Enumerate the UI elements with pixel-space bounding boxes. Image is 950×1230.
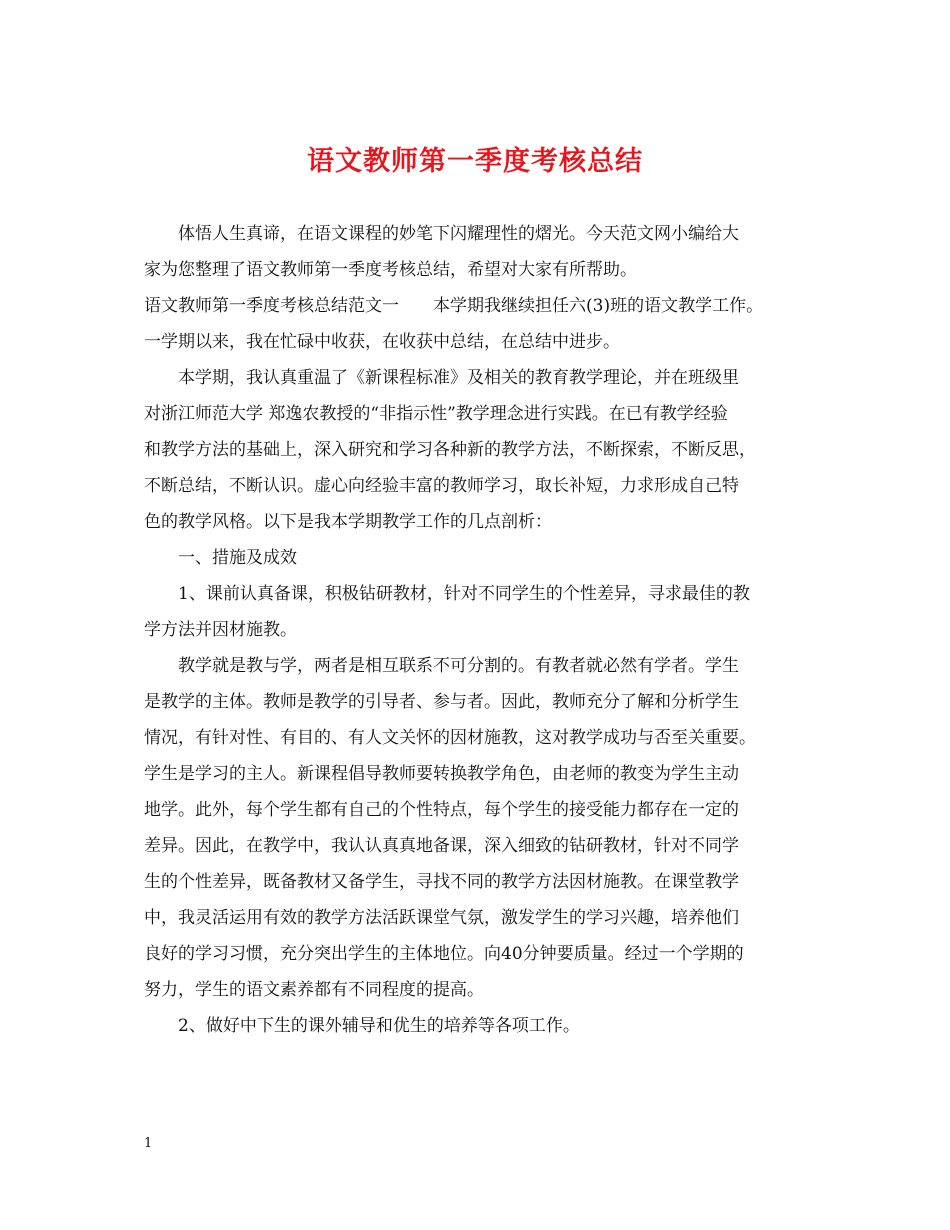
text-line: 1、课前认真备课，积极钻研教材，针对不同学生的个性差异，寻求最佳的教 (144, 584, 750, 604)
text-line: 一学期以来，我在忙碌中收获，在收获中总结，在总结中进步。 (144, 332, 620, 352)
text-line: 本学期，我认真重温了《新课程标准》及相关的教育教学理论，并在班级里 (144, 368, 739, 388)
text-line: 和教学方法的基础上，深入研究和学习各种新的教学方法，不断探索，不断反思， (144, 440, 756, 460)
text-line: 良好的学习习惯，充分突出学生的主体地位。向40分钟要质量。经过一个学期的 (144, 944, 744, 964)
text-line: 情况，有针对性、有目的、有人文关怀的因材施教，这对教学成功与否至关重要。 (144, 728, 756, 748)
text-line: 中，我灵活运用有效的教学方法活跃课堂气氛，激发学生的学习兴趣，培养他们 (144, 908, 739, 928)
text-line: 地学。此外，每个学生都有自己的个性特点，每个学生的接受能力都存在一定的 (144, 800, 739, 820)
text-line: 体悟人生真谛，在语文课程的妙笔下闪耀理性的熠光。今天范文网小编给大 (144, 224, 739, 244)
text-line: 家为您整理了语文教师第一季度考核总结，希望对大家有所帮助。 (144, 260, 637, 280)
text-line: 学方法并因材施教。 (144, 620, 297, 640)
text-line: 不断总结，不断认识。虚心向经验丰富的教师学习，取长补短，力求形成自己特 (144, 476, 739, 496)
page-number: 1 (144, 1136, 153, 1151)
text-line: 语文教师第一季度考核总结范文一 本学期我继续担任六(3)班的语文教学工作。 (144, 296, 764, 316)
text-line: 差异。因此，在教学中，我认认真真地备课，深入细致的钻研教材，针对不同学 (144, 836, 739, 856)
section-heading: 一、措施及成效 (144, 548, 297, 568)
text-line: 教学就是教与学，两者是相互联系不可分割的。有教者就必然有学者。学生 (144, 656, 739, 676)
text-line: 是教学的主体。教师是教学的引导者、参与者。因此，教师充分了解和分析学生 (144, 692, 739, 712)
text-line: 2、做好中下生的课外辅导和优生的培养等各项工作。 (144, 1016, 580, 1036)
text-line: 学生是学习的主人。新课程倡导教师要转换教学角色，由老师的教变为学生主动 (144, 764, 739, 784)
text-line: 对浙江师范大学 郑逸农教授的“非指示性”教学理念进行实践。在已有教学经验 (144, 404, 728, 424)
text-line: 努力，学生的语文素养都有不同程度的提高。 (144, 980, 484, 1000)
text-line: 色的教学风格。以下是我本学期教学工作的几点剖析： (144, 512, 552, 532)
document-title: 语文教师第一季度考核总结 (307, 146, 643, 177)
text-line: 生的个性差异，既备教材又备学生，寻找不同的教学方法因材施教。在课堂教学 (144, 872, 739, 892)
